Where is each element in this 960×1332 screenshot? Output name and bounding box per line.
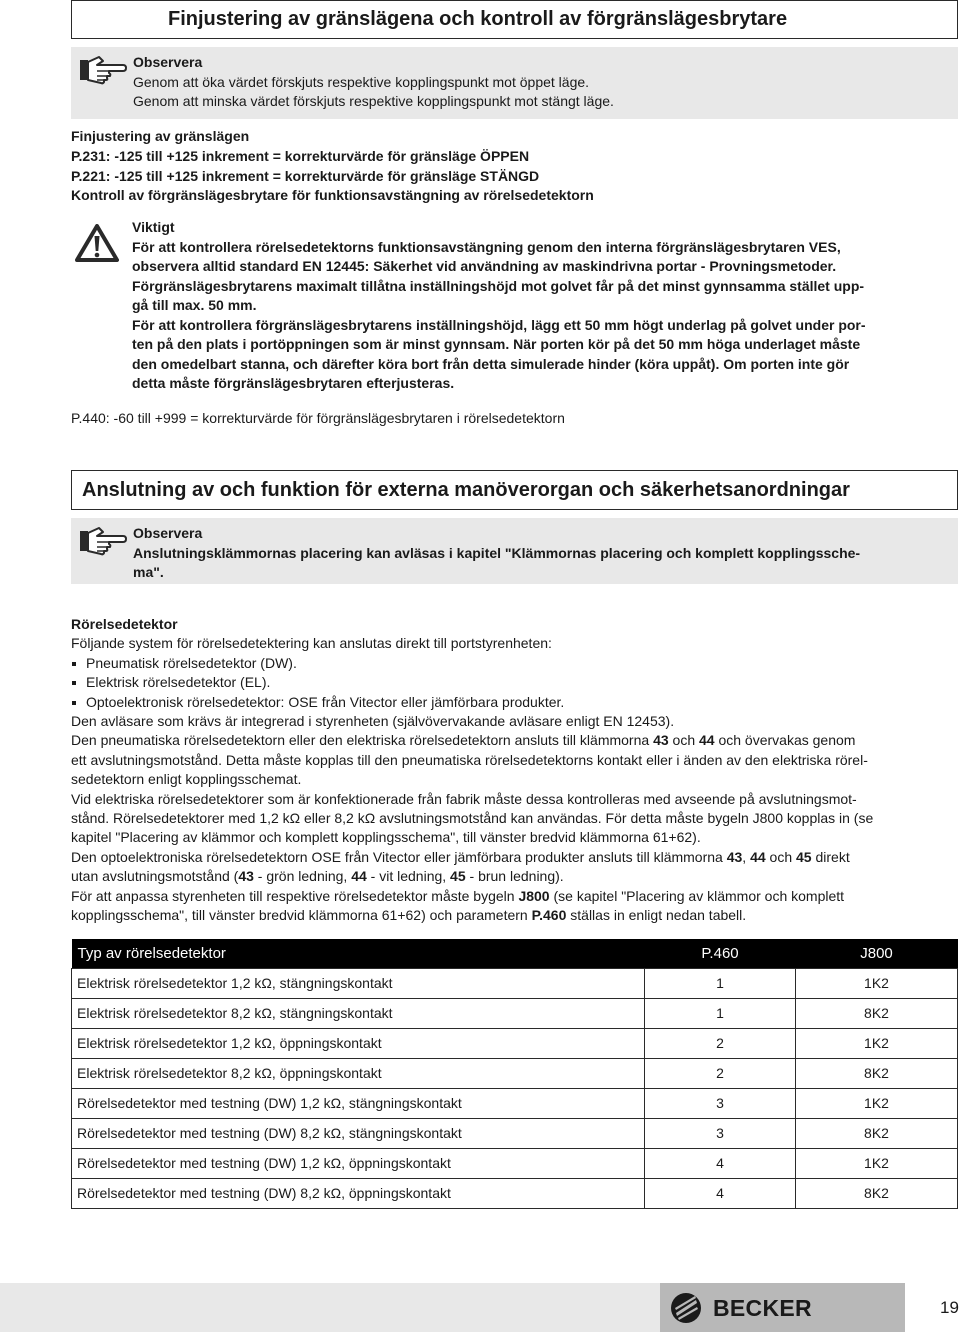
note-line: Anslutningsklämmornas placering kan avläsas i kapitel "Klämmornas placering och komplett kopplingssche- <box>133 544 861 561</box>
table-cell: 3 <box>645 1088 796 1118</box>
bullet-item: Optoelektronisk rörelsedetektor: OSE från Vitector eller jämförbara produkter. <box>71 693 951 712</box>
bullet-item: Elektrisk rörelsedetektor (EL). <box>71 673 951 692</box>
table-row <box>72 998 958 1028</box>
table-cell: 3 <box>645 1118 796 1148</box>
table-row <box>72 968 958 998</box>
table-cell: 1 <box>645 998 796 1028</box>
table-cell: 2 <box>645 1058 796 1088</box>
table-cell: 4 <box>645 1178 796 1208</box>
parameter-p221: P.221: -125 till +125 inkrement = korrekturvärde för gränsläge STÄNGD <box>71 168 540 184</box>
warning-line: Förgränslägesbrytarens maximalt tillåtna inställningshöjd mot golvet får på det minst gynnsamma stället upp- <box>132 277 865 294</box>
paragraph-line: kapitel "Placering av klämmor och komplett kopplingsschema", till vänster bredvid klämmorna 61+62). <box>71 829 701 846</box>
warning-block <box>132 218 954 394</box>
table-cell: Rörelsedetektor med testning (DW) 8,2 kΩ, öppningskontakt <box>72 1178 645 1208</box>
warning-line: För att kontrollera rörelsedetektorns funktionsavstängning genom den interna förgränslägesbrytaren VES, <box>132 238 841 255</box>
paragraph-line: ett avslutningsmotstånd. Detta måste kopplas till den pneumatiska rörelsedetektorns kontakt eller i änden av den elektriska rörel- <box>71 751 868 768</box>
note-line: Genom att minska värdet förskjuts respektive kopplingspunkt mot stängt läge. <box>133 93 614 109</box>
table-header-row <box>72 939 958 968</box>
bullet-item: Pneumatisk rörelsedetektor (DW). <box>71 654 951 673</box>
table-cell: 8K2 <box>796 1178 958 1208</box>
note-line: ma". <box>133 564 164 580</box>
table-cell: 8K2 <box>796 1058 958 1088</box>
table-header: P.460 <box>645 939 796 968</box>
pointing-hand-icon <box>77 52 127 86</box>
warning-line: detta måste förgränslägesbrytaren efterjusteras. <box>132 375 455 391</box>
footer <box>0 1283 960 1332</box>
paragraph: Den avläsare som krävs är integrerad i styrenheten (självövervakande avläsare enligt EN 12453). <box>71 713 675 730</box>
warning-triangle-icon <box>75 224 119 262</box>
paragraph-line: Den optoelektroniska rörelsedetektorn OSE från Vitector eller jämförbara produkter ansluts till klämmorna 43, 44 och 45 direkt <box>71 848 850 865</box>
parameter-p440: P.440: -60 till +999 = korrekturvärde för förgränslägesbrytaren i rörelsedetektorn <box>71 410 565 426</box>
table-cell: 1K2 <box>796 1028 958 1058</box>
paragraph-line: kopplingsschema", till vänster bredvid klämmorna 61+62) och parametern P.460 ställas in enligt nedan tabell. <box>71 907 747 924</box>
note-text <box>133 524 952 583</box>
table-cell: Rörelsedetektor med testning (DW) 1,2 kΩ, öppningskontakt <box>72 1148 645 1178</box>
table-row <box>72 1118 958 1148</box>
paragraph-line: För att anpassa styrenheten till respektive rörelsedetektor måste bygeln J800 (se kapitel "Placering av klämmor och komplett <box>71 887 845 904</box>
control-heading: Kontroll av förgränslägesbrytare för funktionsavstängning av rörelsedetektorn <box>71 187 594 203</box>
pointing-hand-icon <box>77 523 127 557</box>
table-cell: 8K2 <box>796 1118 958 1148</box>
detector-heading: Rörelsedetektor <box>71 616 178 632</box>
table-cell: 4 <box>645 1148 796 1178</box>
table-cell: 1K2 <box>796 1088 958 1118</box>
table-cell: Rörelsedetektor med testning (DW) 8,2 kΩ, stängningskontakt <box>72 1118 645 1148</box>
note-text <box>133 53 952 112</box>
note-box <box>71 518 958 584</box>
table-cell: Elektrisk rörelsedetektor 1,2 kΩ, öppningskontakt <box>72 1028 645 1058</box>
brand-name: BECKER <box>713 1295 812 1321</box>
section-title: Anslutning av och funktion för externa manöverorgan och säkerhetsanordningar <box>82 479 850 501</box>
paragraph-line: Vid elektriska rörelsedetektorer som är konfektionerade från fabrik måste dessa kontrolleras med avseende på avslutningsmot- <box>71 790 857 807</box>
note-box <box>71 47 958 119</box>
section-title-box <box>71 0 958 39</box>
table-cell: Rörelsedetektor med testning (DW) 1,2 kΩ, stängningskontakt <box>72 1088 645 1118</box>
warning-line: observera alltid standard EN 12445: Säkerhet vid användning av maskindrivna portar - Provningsmetoder. <box>132 258 837 274</box>
table-cell: 8K2 <box>796 998 958 1028</box>
table-row <box>72 1058 958 1088</box>
table-cell: Elektrisk rörelsedetektor 8,2 kΩ, öppningskontakt <box>72 1058 645 1088</box>
section-title-box <box>71 470 958 510</box>
warning-line: För att kontrollera förgränslägesbrytarens inställningshöjd, lägg ett 50 mm högt underlag på golvet under por- <box>132 316 866 333</box>
detector-section <box>71 615 951 926</box>
intro-text: Följande system för rörelsedetektering kan anslutas direkt till portstyrenheten: <box>71 635 552 652</box>
table-header: Typ av rörelsedetektor <box>72 939 645 968</box>
table-cell: 2 <box>645 1028 796 1058</box>
paragraph-line: Den pneumatiska rörelsedetektorn eller den elektriska rörelsedetektorn ansluts till klämmorna 43 och 44 och övervakas genom <box>71 732 856 749</box>
warning-line: gå till max. 50 mm. <box>132 297 257 313</box>
paragraph-line: sedetektorn enligt kopplingsschemat. <box>71 771 302 788</box>
footer-band <box>0 1283 660 1332</box>
page-number: 19 <box>940 1298 959 1317</box>
table-header: J800 <box>796 939 958 968</box>
becker-logo-icon <box>670 1292 702 1324</box>
paragraph-line: stånd. Rörelsedetektorer med 1,2 kΩ eller 8,2 kΩ avslutningsmotstånd kan användas. För detta måste bygeln J800 kopplas in (se <box>71 810 874 827</box>
table-cell: Elektrisk rörelsedetektor 1,2 kΩ, stängningskontakt <box>72 968 645 998</box>
table-cell: 1K2 <box>796 1148 958 1178</box>
table-row <box>72 1028 958 1058</box>
paragraph-line: utan avslutningsmotstånd (43 - grön ledning, 44 - vit ledning, 45 - brun ledning). <box>71 868 564 885</box>
fine-tuning-heading: Finjustering av gränslägen <box>71 128 250 144</box>
table-cell: 1 <box>645 968 796 998</box>
detector-table <box>71 939 958 1209</box>
table-row <box>72 1088 958 1118</box>
warning-line: den omedelbart stanna, och därefter köra bort från detta simulerade hinder (köra uppåt). Om porten inte gör <box>132 355 850 372</box>
table-row <box>72 1148 958 1178</box>
note-line: Genom att öka värdet förskjuts respektive kopplingspunkt mot öppet läge. <box>133 73 590 90</box>
note-label: Observera <box>133 54 203 70</box>
table-cell: 1K2 <box>796 968 958 998</box>
table-row <box>72 1178 958 1208</box>
note-label: Observera <box>133 525 203 541</box>
warning-line: ten på den plats i portöppningen som är minst gynnsam. När porten kör på det 50 mm höga underlaget måste <box>132 336 861 352</box>
table-cell: Elektrisk rörelsedetektor 8,2 kΩ, stängningskontakt <box>72 998 645 1028</box>
warning-label: Viktigt <box>132 219 175 235</box>
section-title: Finjustering av gränslägena och kontroll av förgränslägesbrytare <box>168 8 788 30</box>
parameter-p231: P.231: -125 till +125 inkrement = korrekturvärde för gränsläge ÖPPEN <box>71 148 530 164</box>
